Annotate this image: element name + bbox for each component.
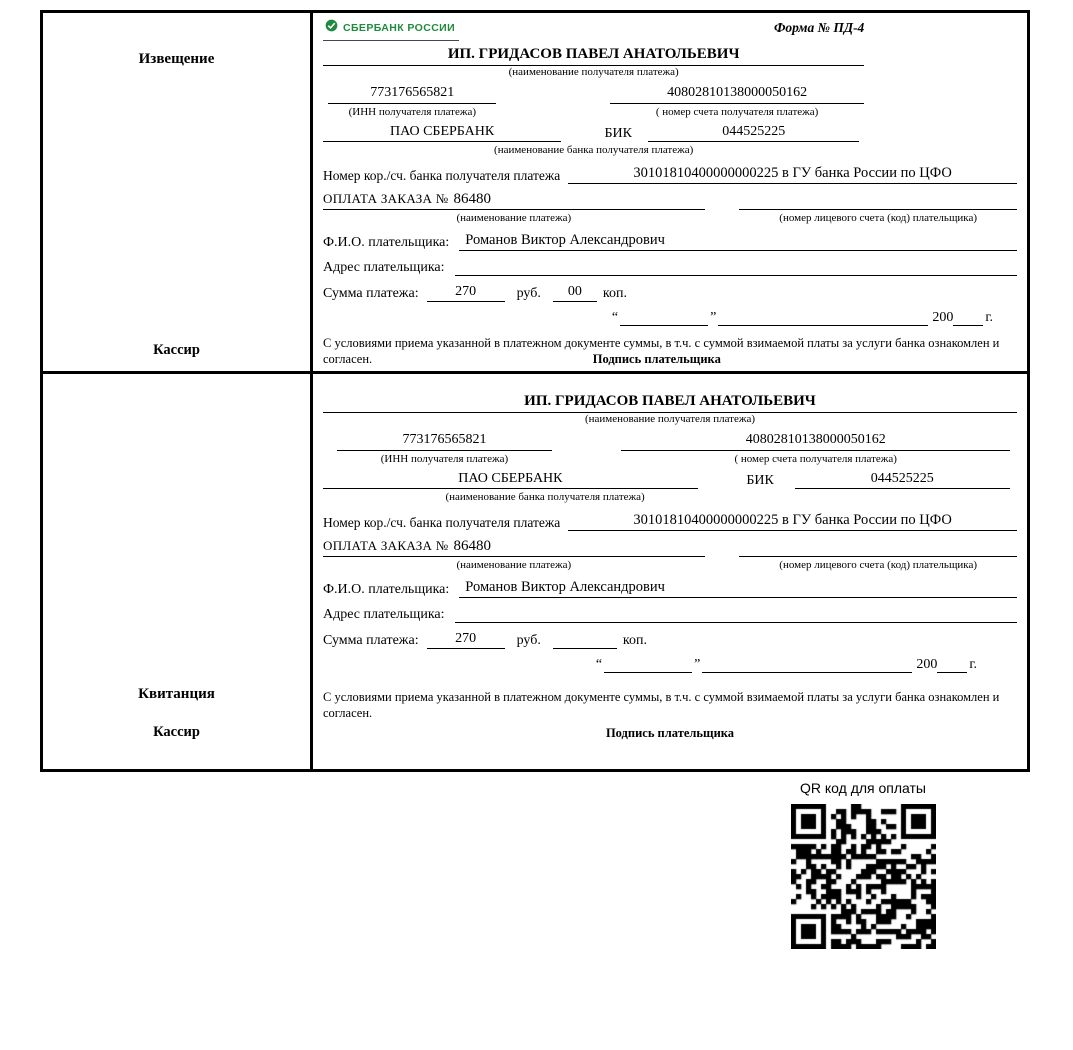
date-year-suffix: г. bbox=[985, 309, 993, 325]
corr-account-label: Номер кор./сч. банка получателя платежа bbox=[323, 167, 561, 183]
corr-account-value: 30101810400000000225 в ГУ банка России по ЦФО bbox=[568, 164, 1017, 184]
agreement-block bbox=[323, 689, 1017, 742]
inn-field bbox=[337, 431, 552, 466]
agreement-block bbox=[323, 335, 1017, 368]
corr-account-label: Номер кор./сч. банка получателя платежа bbox=[323, 514, 561, 530]
notice-section bbox=[43, 13, 1027, 371]
date-close-quote: ” bbox=[694, 656, 701, 672]
kop-label: коп. bbox=[622, 632, 647, 648]
amount-label: Сумма платежа: bbox=[323, 632, 419, 648]
bank-name-field bbox=[323, 123, 561, 143]
bank-name-value: ПАО СБЕРБАНК bbox=[323, 123, 561, 143]
bank-name-field bbox=[323, 470, 698, 490]
date-month-blank bbox=[718, 309, 928, 326]
sberbank-logo-text: СБЕРБАНК РОССИИ bbox=[343, 22, 456, 34]
payer-name-label: Ф.И.О. плательщика: bbox=[323, 235, 450, 250]
bik-label: БИК bbox=[746, 473, 774, 489]
date-close-quote: ” bbox=[710, 309, 717, 325]
receipt-form-area bbox=[313, 374, 1027, 769]
payer-address-blank-line bbox=[455, 605, 1017, 623]
bank-name-caption: (наименование банка получателя платежа) bbox=[445, 491, 645, 504]
corr-account-row bbox=[323, 164, 1017, 184]
bik-value: 044525225 bbox=[648, 123, 859, 143]
purpose-captions-row bbox=[323, 212, 1017, 225]
payee-name-block bbox=[323, 393, 1017, 426]
purpose-caption: (наименование платежа) bbox=[456, 211, 572, 224]
sberbank-logo bbox=[323, 18, 459, 41]
bank-name-caption: (наименование банка получателя платежа) bbox=[494, 144, 694, 157]
receipt-left-column bbox=[43, 374, 313, 769]
payee-name-block bbox=[323, 46, 864, 79]
corr-account-value: 30101810400000000225 в ГУ банка России по ЦФО bbox=[568, 511, 1017, 531]
qr-code bbox=[791, 804, 936, 949]
agreement-text: С условиями приема указанной в платежном документе суммы, в т.ч. с суммой взимаемой платы за услуги банка ознакомлен и согласен. bbox=[323, 335, 1000, 366]
bik-field bbox=[648, 123, 859, 143]
date-row bbox=[323, 656, 1017, 673]
order-number: 86480 bbox=[453, 190, 491, 207]
payment-form-pd4 bbox=[40, 10, 1030, 772]
payer-signature-label: Подпись плательщика bbox=[587, 352, 727, 367]
order-number: 86480 bbox=[453, 537, 491, 554]
inn-account-row bbox=[323, 84, 864, 119]
date-day-blank bbox=[620, 309, 708, 326]
notice-title: Извещение bbox=[138, 51, 215, 67]
inn-caption: (ИНН получателя платежа) bbox=[380, 452, 509, 465]
receipt-cashier-label: Кассир bbox=[153, 724, 200, 740]
receipt-section bbox=[43, 371, 1027, 769]
date-row bbox=[323, 309, 1017, 326]
qr-caption: QR код для оплаты bbox=[799, 780, 926, 796]
rub-label: руб. bbox=[516, 285, 541, 301]
date-open-quote: “ bbox=[611, 309, 619, 325]
notice-left-column bbox=[43, 13, 313, 371]
payee-name-caption: (наименование получателя платежа) bbox=[508, 66, 679, 78]
date-year-prefix: 200 bbox=[916, 656, 938, 672]
payment-purpose-label: ОПЛАТА ЗАКАЗА № bbox=[323, 190, 449, 206]
kop-label: коп. bbox=[602, 285, 627, 301]
purpose-caption: (наименование платежа) bbox=[456, 558, 572, 571]
payer-name-value: Романов Виктор Александрович bbox=[459, 578, 1017, 598]
inn-value: 773176565821 bbox=[337, 431, 552, 451]
payee-name: ИП. ГРИДАСОВ ПАВЕЛ АНАТОЛЬЕВИЧ bbox=[323, 46, 864, 66]
payer-name-label: Ф.И.О. плательщика: bbox=[323, 582, 450, 597]
payer-name-row bbox=[323, 231, 1017, 251]
receipt-title: Квитанция bbox=[138, 686, 215, 702]
payer-code-blank-line bbox=[739, 192, 1017, 210]
payment-purpose-row bbox=[323, 191, 1017, 210]
payer-code-caption: (номер лицевого счета (код) плательщика) bbox=[779, 558, 978, 571]
inn-field bbox=[328, 84, 496, 119]
payment-purpose-field bbox=[323, 538, 705, 557]
payment-purpose-row bbox=[323, 538, 1017, 557]
date-year-prefix: 200 bbox=[932, 309, 954, 325]
inn-caption: (ИНН получателя платежа) bbox=[348, 105, 476, 118]
bank-row bbox=[323, 470, 1017, 490]
inn-account-row bbox=[323, 431, 1017, 466]
purpose-captions-row bbox=[323, 559, 1017, 572]
qr-payment-block bbox=[783, 780, 943, 949]
form-number: Форма № ПД-4 bbox=[773, 20, 865, 35]
inn-value: 773176565821 bbox=[328, 84, 496, 104]
bik-value: 044525225 bbox=[795, 470, 1010, 490]
payer-name-row bbox=[323, 578, 1017, 598]
amount-label: Сумма платежа: bbox=[323, 285, 419, 301]
payer-address-label: Адрес плательщика: bbox=[323, 260, 445, 275]
account-field bbox=[610, 84, 864, 119]
payer-code-blank-line bbox=[739, 539, 1017, 557]
amount-row bbox=[323, 283, 1017, 302]
notice-cashier-label: Кассир bbox=[153, 342, 200, 358]
date-year-suffix: г. bbox=[969, 656, 977, 672]
sberbank-logo-icon bbox=[325, 19, 338, 37]
amount-rub-value: 270 bbox=[427, 630, 505, 649]
payer-address-row bbox=[323, 605, 1017, 623]
amount-row bbox=[323, 630, 1017, 649]
amount-rub-value: 270 bbox=[427, 283, 505, 302]
payment-purpose-label: ОПЛАТА ЗАКАЗА № bbox=[323, 537, 449, 553]
date-open-quote: “ bbox=[595, 656, 603, 672]
payer-address-label: Адрес плательщика: bbox=[323, 607, 445, 622]
payer-address-blank-line bbox=[455, 258, 1017, 276]
bik-label: БИК bbox=[604, 126, 632, 142]
date-year-blank bbox=[953, 309, 983, 326]
payer-address-row bbox=[323, 258, 1017, 276]
rub-label: руб. bbox=[516, 632, 541, 648]
payee-name: ИП. ГРИДАСОВ ПАВЕЛ АНАТОЛЬЕВИЧ bbox=[323, 393, 1017, 413]
account-caption: ( номер счета получателя платежа) bbox=[734, 452, 897, 465]
date-month-blank bbox=[702, 656, 912, 673]
notice-header-row bbox=[323, 18, 864, 44]
payer-name-value: Романов Виктор Александрович bbox=[459, 231, 1017, 251]
bank-name-value: ПАО СБЕРБАНК bbox=[323, 470, 698, 490]
bank-row bbox=[323, 123, 864, 143]
amount-kop-value bbox=[553, 631, 617, 649]
payer-code-caption: (номер лицевого счета (код) плательщика) bbox=[779, 211, 978, 224]
amount-kop-value: 00 bbox=[553, 283, 597, 302]
corr-account-row bbox=[323, 511, 1017, 531]
payment-purpose-field bbox=[323, 191, 705, 210]
payer-signature-label: Подпись плательщика bbox=[605, 726, 735, 740]
payee-name-caption: (наименование получателя платежа) bbox=[584, 413, 756, 425]
account-value: 40802810138000050162 bbox=[621, 431, 1010, 451]
agreement-text: С условиями приема указанной в платежном документе суммы, в т.ч. с суммой взимаемой платы за услуги банка ознакомлен и согласен. bbox=[323, 689, 1000, 720]
account-value: 40802810138000050162 bbox=[610, 84, 864, 104]
account-field bbox=[621, 431, 1010, 466]
account-caption: ( номер счета получателя платежа) bbox=[655, 105, 819, 118]
date-day-blank bbox=[604, 656, 692, 673]
bik-field bbox=[795, 470, 1010, 490]
date-year-blank bbox=[937, 656, 967, 673]
notice-form-area bbox=[313, 13, 1027, 371]
